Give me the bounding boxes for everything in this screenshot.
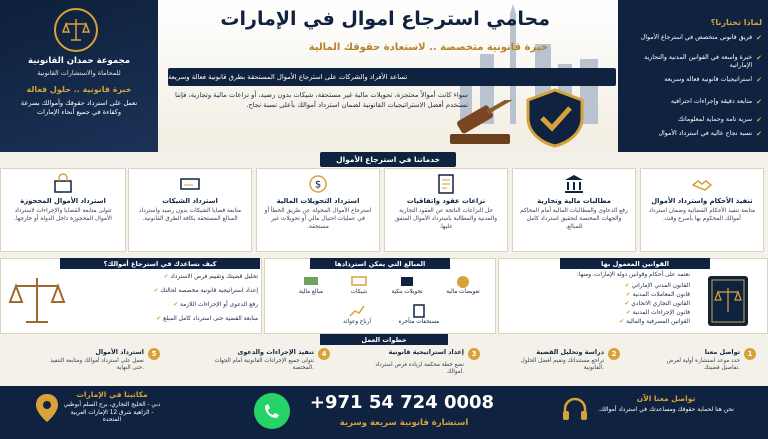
laws-intro: نعتمد على أحكام وقوانين دولة الإمارات، ومنها:: [576, 272, 690, 278]
step-item: 2 دراسة وتحليل القضية نراجع مستنداتك ونقيم أفضل الحلول القانونية.: [480, 346, 620, 384]
cheque-icon: [351, 274, 367, 288]
shield-check-icon: [520, 88, 590, 148]
why-item: ✔ فريق قانوني متخصص في استرجاع الأموال: [640, 34, 762, 42]
why-item: ✔ سرية تامة وحماية لمعلوماتك: [677, 116, 762, 124]
cheque-icon: [179, 173, 201, 195]
amount-item: مستحقات متأخرة: [392, 304, 446, 325]
amount-item: مبالغ مالية: [284, 274, 338, 295]
whatsapp-icon[interactable]: [252, 391, 292, 431]
help-item: ✔ متابعة القضية حتى استرداد كامل المبلغ: [156, 316, 258, 322]
amount-item: أرباح وعوائد: [330, 304, 384, 325]
help-item: ✔ إعداد استراتيجية قانونية مخصصة لحالتك: [153, 288, 258, 294]
check-icon: ✔: [756, 98, 762, 106]
step-item: 3 إعداد استراتيجية قانونية نضع خطة محكمة لزيادة فرص استرداد أموالك.: [340, 346, 480, 384]
contact-text: نحن هنا لحماية حقوقك ومساعدتك في استرداد أموالك.: [598, 406, 734, 413]
gavel-icon: [440, 100, 530, 146]
help-title: كيف نساعدك في استرجاع أموالك؟: [60, 258, 260, 269]
bank-transfer-icon: [399, 274, 415, 288]
law-item: ✔ القانون المدني الإماراتي: [624, 283, 690, 289]
contract-icon: [435, 173, 457, 195]
brand-description: نعمل على استرداد حقوقك وأموالك بسرعة وكفاءة في جميع أنحاء الإمارات: [20, 99, 138, 116]
money-bag-icon: [455, 274, 471, 288]
step-item: 1 تواصل معنا حدد موعد استشارة أولية لعرض تفاصيل قضيتك.: [616, 346, 756, 384]
steps-title: خطوات العمل: [320, 334, 448, 345]
check-icon: ✔: [756, 116, 762, 124]
brand-name: مجموعة حمدان القانونية: [28, 56, 130, 66]
brand-tagline: خبرة قانونية .. حلول فعالة: [26, 85, 132, 94]
office-title: مكاتبنا في الإمارات: [76, 390, 148, 399]
law-item: ✔ القانون التجاري الاتحادي: [624, 301, 690, 307]
amounts-title: المبالغ التي يمكن استردادها: [310, 258, 450, 269]
money-transfer-icon: [307, 173, 329, 195]
amount-item: تحويلات بنكية: [380, 274, 434, 295]
brand-subtitle: للمحاماة والاستشارات القانونية: [37, 69, 121, 77]
service-card[interactable]: مطالبات مالية وتجارية رفع الدعاوى والمطالبات المالية أمام المحاكم والجهات المختصة لتحقيق استرداد كامل للمبالغ.: [512, 168, 636, 252]
law-item: ✔ القوانين المصرفية والمالية: [619, 319, 690, 325]
check-icon: ✔: [756, 54, 762, 62]
justice-scales-illustration: [6, 272, 68, 330]
phone-number[interactable]: +971 54 724 0008: [309, 392, 495, 413]
services-title: خدماتنا في استرجاع الأموال: [320, 152, 456, 167]
contact-title: تواصل معنا الآن: [636, 394, 696, 403]
scales-logo-icon: [54, 8, 98, 52]
frozen-funds-icon: [52, 173, 74, 195]
page-subtitle: خبرة قانونية متخصصة .. لاستعادة حقوقك المالية: [308, 42, 548, 53]
location-pin-icon: [34, 393, 60, 423]
why-us-title: لماذا تختارنا؟: [710, 18, 762, 27]
cash-icon: [303, 274, 319, 288]
page-title: محامي استرجاع اموال في الإمارات: [220, 8, 550, 30]
office-address: دبي - الخليج التجاري، برج السلم أبوظبي - الزاهية شرق 12 الإمارات العربية المتحدة: [63, 402, 161, 423]
profit-chart-icon: [349, 304, 365, 318]
law-item: ✔ قانون الإجراءات المدنية: [625, 310, 690, 316]
service-card[interactable]: تنفيذ الأحكام واسترداد الأموال متابعة تنفيذ الأحكام القضائية وضمان استرداد أموالك المحكوم بها بأسرع وقت.: [640, 168, 764, 252]
service-card[interactable]: استرداد الأموال المحجوزة تتولى متابعة القضايا والإجراءات لاسترداد الأموال المحجوزة داخل الدولة أو خارجها.: [0, 168, 126, 252]
handshake-icon: [691, 173, 713, 195]
help-item: ✔ رفع الدعوى أو الإجراءات اللازمة: [173, 302, 258, 308]
why-item: ✔ متابعة دقيقة وإجراءات احترافية: [670, 98, 762, 106]
why-item: ✔ استراتيجيات قانونية فعالة وسريعة: [664, 76, 762, 84]
step-item: 5 استرداد الأموال نعمل على استرداد أموالك ومتابعة التنفيذ حتى النهاية.: [20, 346, 160, 384]
amount-item: تعويضات مالية: [436, 274, 490, 295]
hero-banner: تساعد الأفراد والشركات على استرجاع الأموال المستحقة بطرق قانونية فعالة وسريعة: [168, 68, 616, 86]
hero-intro: سواء كانت أموالاً محتجزة، تحويلات مالية غير مستحقة، شيكات بدون رصيد، أو نزاعات مالية وتجارية، فإننا نستخدم أفضل الاستراتيجيات القانونية لضمان استرداد أموالك بأعلى نسبة نجاح.: [175, 91, 468, 109]
bank-icon: [563, 173, 585, 195]
why-item: ✔ خبرة واسعة في القوانين المدنية والتجارية الإماراتية: [644, 54, 762, 69]
step-item: 4 تنفيذ الإجراءات والدعوى نتولى جميع الإجراءات القانونية أمام الجهات المختصة.: [190, 346, 330, 384]
law-book-icon: [696, 272, 762, 330]
service-card[interactable]: نزاعات عقود واتفاقيات حل النزاعات الناتجة عن العقود التجارية والمدنية والمطالبة باسترداد الأموال المتفق عليها.: [384, 168, 508, 252]
check-icon: ✔: [756, 34, 762, 42]
laws-title: القوانين المعمول بها: [560, 258, 710, 269]
service-card[interactable]: $ استرداد التحويلات المالية استرجاع الأموال المحولة عن طريق الخطأ أو في عمليات احتيال مالي أو تحويلات غير مستحقة.: [256, 168, 380, 252]
why-item: ✔ نسبة نجاح عالية في استرداد الأموال: [658, 130, 762, 138]
invoice-icon: [411, 304, 427, 318]
check-icon: ✔: [756, 130, 762, 138]
phone-tagline: استشارة قانونية سريعة وسرية: [339, 418, 469, 428]
headset-icon: [560, 395, 590, 425]
help-item: ✔ تحليل قضيتك وتقييم فرص الاسترداد: [163, 274, 258, 280]
law-item: ✔ قانون المعاملات المدنية: [625, 292, 690, 298]
check-icon: ✔: [756, 76, 762, 84]
amount-item: شيكات: [332, 274, 386, 295]
svg-text:$: $: [314, 179, 322, 191]
service-card[interactable]: استرداد الشيكات متابعة قضايا الشيكات بدون رصيد واسترداد المبالغ المستحقة بكافة الطرق القانونية.: [128, 168, 252, 252]
